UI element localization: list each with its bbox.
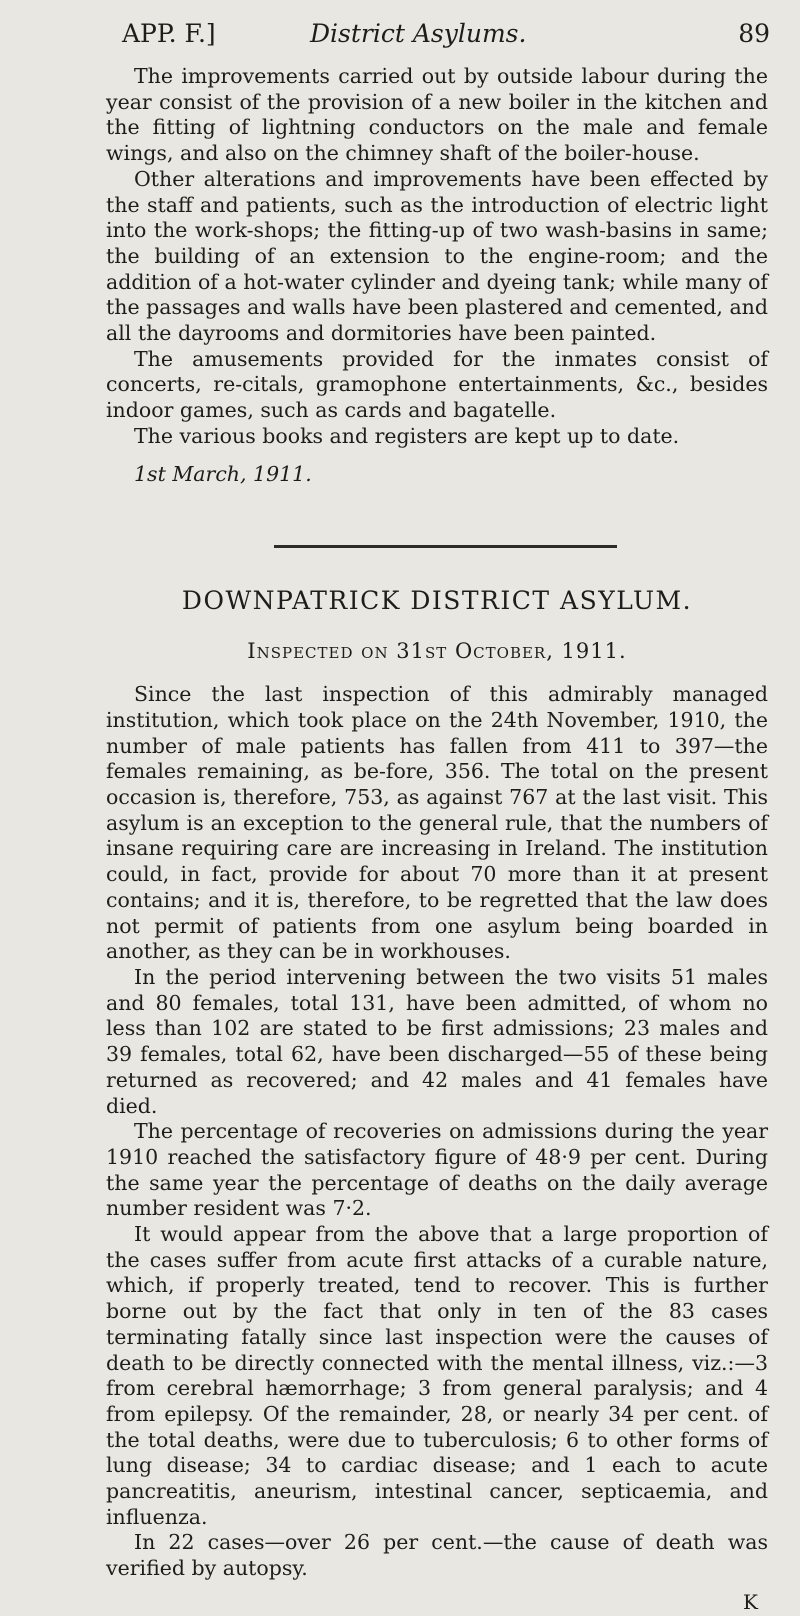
paragraph: It would appear from the above that a large proportion of the cases suffer from acute first attacks of a curable nature, which, if properly treated, tend to recover. This is further borne out by the fact that only in ten of the 83 cases terminating fatally since last inspection were the causes of death to be directly connected with the mental illness, viz.:—3 from cerebral hæmorrhage; 3 from general paralysis; and 4 from epilepsy. Of the remainder, 28, or nearly 34 per cent. of the total deaths, were due to tuberculosis; 6 to other forms of lung disease; 34 to cardiac disease; and 1 each to acute pancreatitis, aneurism, intestinal cancer, septicaemia, and influenza. (106, 1222, 768, 1529)
section-divider (274, 545, 617, 548)
page-number: 89 (738, 19, 770, 48)
running-head (122, 14, 770, 54)
paragraph: The various books and registers are kept up to date. (134, 423, 680, 448)
running-title: District Asylums. (310, 19, 527, 48)
paragraph: The amusements provided for the inmates consist of concerts, re-citals, gramophone entertainments, &c., besides indoor games, such as cards and bagatelle. (106, 346, 768, 423)
appendix-label: APP. F.] (122, 19, 216, 48)
paragraph: The percentage of recoveries on admissions during the year 1910 reached the satisfactory figure of 48·9 per cent. During the same year the percentage of deaths on the daily average number resident was 7·2. (106, 1119, 768, 1221)
paragraph: In 22 cases—over 26 per cent.—the cause of death was verified by autopsy. (106, 1530, 768, 1581)
paragraph: Other alterations and improvements have been effected by the staff and patients, such as the introduction of electric light into the work-shops; the fitting-up of two wash-basins in same; the building of an extension to the engine-room; and the addition of a hot-water cylinder and dyeing tank; while many of the passages and walls have been plastered and cemented, and all the dayrooms and dormitories have been painted. (106, 166, 768, 346)
paragraph: In the period intervening between the two visits 51 males and 80 females, total 131, have been admitted, of whom no less than 102 are stated to be first admissions; 23 males and 39 females, total 62, have been discharged—55 of these being returned as recovered; and 42 males and 41 females have died. (106, 964, 768, 1118)
signature-mark: K (743, 1589, 758, 1614)
page-body (106, 64, 768, 1616)
section-subtitle: Inspected on 31st October, 1911. (247, 639, 627, 664)
paragraph: The improvements carried out by outside labour during the year consist of the provision of a new boiler in the kitchen and the fitting of lightning conductors on the male and female wings, and also on the chimney shaft of the boiler-house. (106, 64, 768, 166)
report-date: 1st March, 1911. (134, 461, 312, 486)
paragraph: Since the last inspection of this admirably managed institution, which took place on the 24th November, 1910, the number of male patients has fallen from 411 to 397—the females remaining, as be-fore, 356. The total on the present occasion is, therefore, 753, as against 767 at the last visit. This asylum is an exception to the general rule, that the numbers of insane requiring care are increasing in Ireland. The institution could, in fact, provide for about 70 more than it at present contains; and it is, therefore, to be regretted that the law does not permit of patients from one asylum being boarded in another, as they can be in workhouses. (106, 682, 768, 964)
section-title: DOWNPATRICK DISTRICT ASYLUM. (181, 586, 693, 616)
